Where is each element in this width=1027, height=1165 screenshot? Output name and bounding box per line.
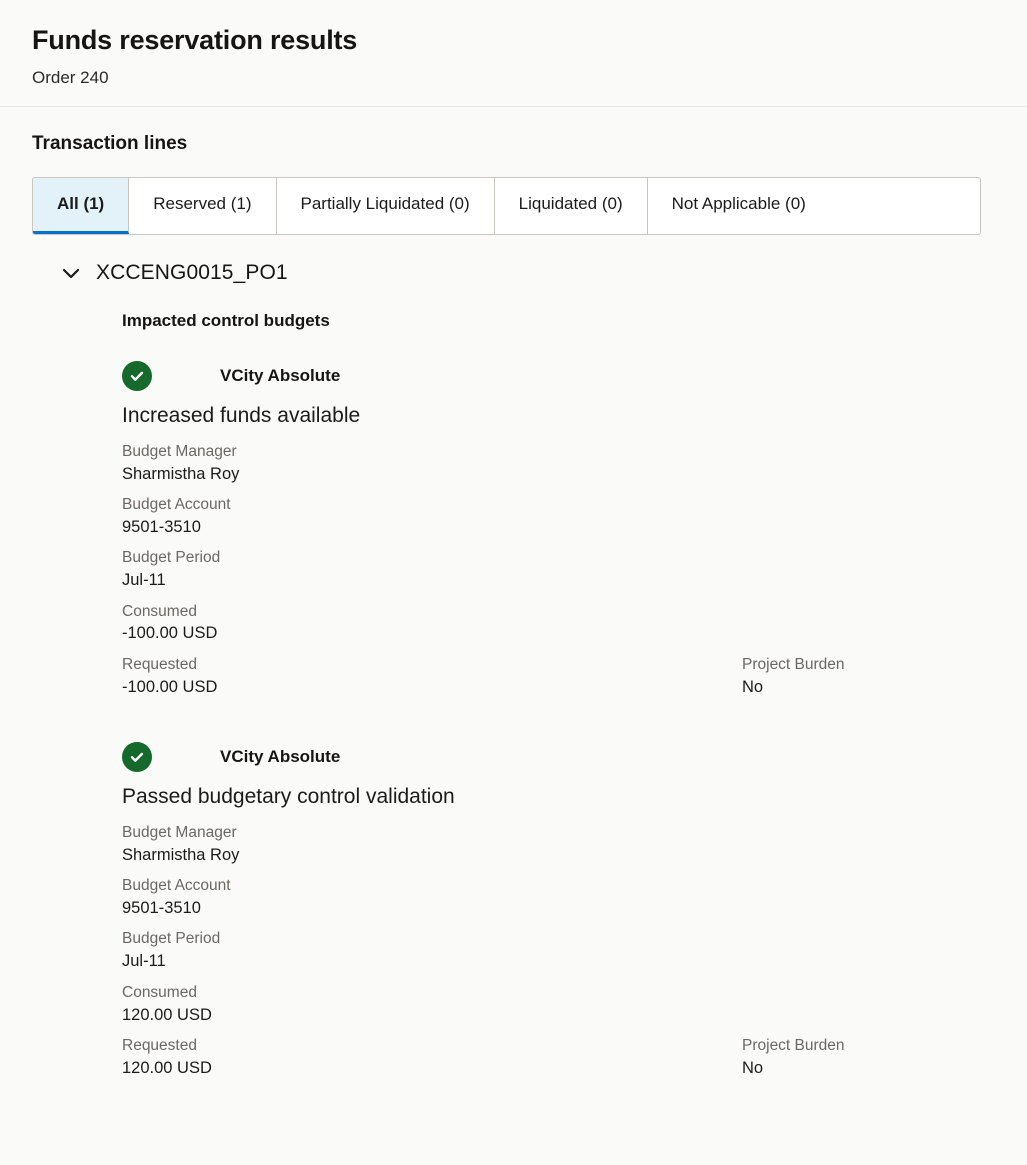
success-check-icon (122, 361, 152, 391)
page-subtitle: Order 240 (32, 67, 109, 87)
field-spacer (742, 548, 995, 601)
field-label: Consumed (122, 983, 197, 1001)
result-message: Increased funds available (122, 403, 361, 427)
tab-partially-liquidated[interactable]: Partially Liquidated (0) (277, 178, 495, 234)
group-body (32, 285, 995, 1089)
field-value: Sharmistha Roy (122, 464, 240, 483)
group-header-toggle[interactable] (32, 261, 995, 285)
field-spacer (742, 876, 995, 929)
field-label: Budget Account (122, 496, 231, 514)
tab-all[interactable]: All (1) (33, 178, 129, 234)
budget-name: VCity Absolute (220, 365, 341, 385)
field-spacer (742, 929, 995, 982)
section-title: Transaction lines (32, 133, 188, 155)
field-value: -100.00 USD (122, 624, 218, 643)
field-requested (122, 655, 742, 698)
field-project-burden (742, 1036, 995, 1079)
field-value: No (742, 677, 764, 696)
page-header (0, 0, 1027, 107)
field-value: -100.00 USD (122, 677, 218, 696)
field-spacer (742, 495, 995, 548)
field-label: Budget Manager (122, 824, 237, 842)
field-value: 9501-3510 (122, 899, 201, 918)
tab-not-applicable[interactable]: Not Applicable (0) (648, 178, 830, 234)
field-label: Project Burden (742, 655, 845, 673)
field-value: Jul-11 (122, 952, 166, 971)
field-value: Jul-11 (122, 571, 166, 590)
field-budget-period (122, 548, 742, 591)
transaction-lines-tabs (32, 177, 981, 235)
field-spacer (742, 442, 995, 495)
field-requested (122, 1036, 742, 1079)
field-label: Budget Account (122, 877, 231, 895)
field-budget-account (122, 876, 742, 919)
field-value: 9501-3510 (122, 518, 201, 537)
field-label: Requested (122, 1036, 197, 1054)
field-spacer (742, 983, 995, 1036)
field-value: 120.00 USD (122, 1005, 212, 1024)
field-label: Consumed (122, 602, 197, 620)
field-label: Requested (122, 655, 197, 673)
result-header (122, 742, 995, 772)
field-label: Budget Manager (122, 442, 237, 460)
result-message: Passed budgetary control validation (122, 784, 455, 808)
field-label: Budget Period (122, 549, 221, 567)
group-name: XCCENG0015_PO1 (96, 260, 288, 284)
field-budget-period (122, 929, 742, 972)
impacted-control-budgets-title: Impacted control budgets (122, 310, 330, 330)
field-spacer (742, 602, 995, 655)
field-budget-account (122, 495, 742, 538)
success-check-icon (122, 742, 152, 772)
field-label: Budget Period (122, 930, 221, 948)
chevron-down-icon[interactable] (60, 262, 82, 284)
field-value: Sharmistha Roy (122, 846, 240, 864)
field-label: Project Burden (742, 1036, 845, 1054)
control-budget-result (122, 742, 995, 1089)
field-budget-manager (122, 442, 742, 485)
result-fields (122, 823, 995, 1089)
budget-name: VCity Absolute (220, 746, 341, 766)
transaction-lines-section (0, 107, 1027, 1089)
result-fields (122, 442, 995, 708)
field-consumed (122, 602, 742, 645)
field-budget-manager (122, 823, 742, 866)
field-value: No (742, 1058, 764, 1077)
page-title: Funds reservation results (32, 25, 358, 55)
tab-liquidated[interactable]: Liquidated (0) (495, 178, 648, 234)
field-value: 120.00 USD (122, 1058, 212, 1077)
field-spacer (742, 823, 995, 876)
result-header (122, 361, 995, 391)
field-consumed (122, 983, 742, 1026)
control-budget-result (122, 361, 995, 708)
tab-reserved[interactable]: Reserved (1) (129, 178, 276, 234)
transaction-line-group (32, 261, 995, 1089)
field-project-burden (742, 655, 995, 698)
